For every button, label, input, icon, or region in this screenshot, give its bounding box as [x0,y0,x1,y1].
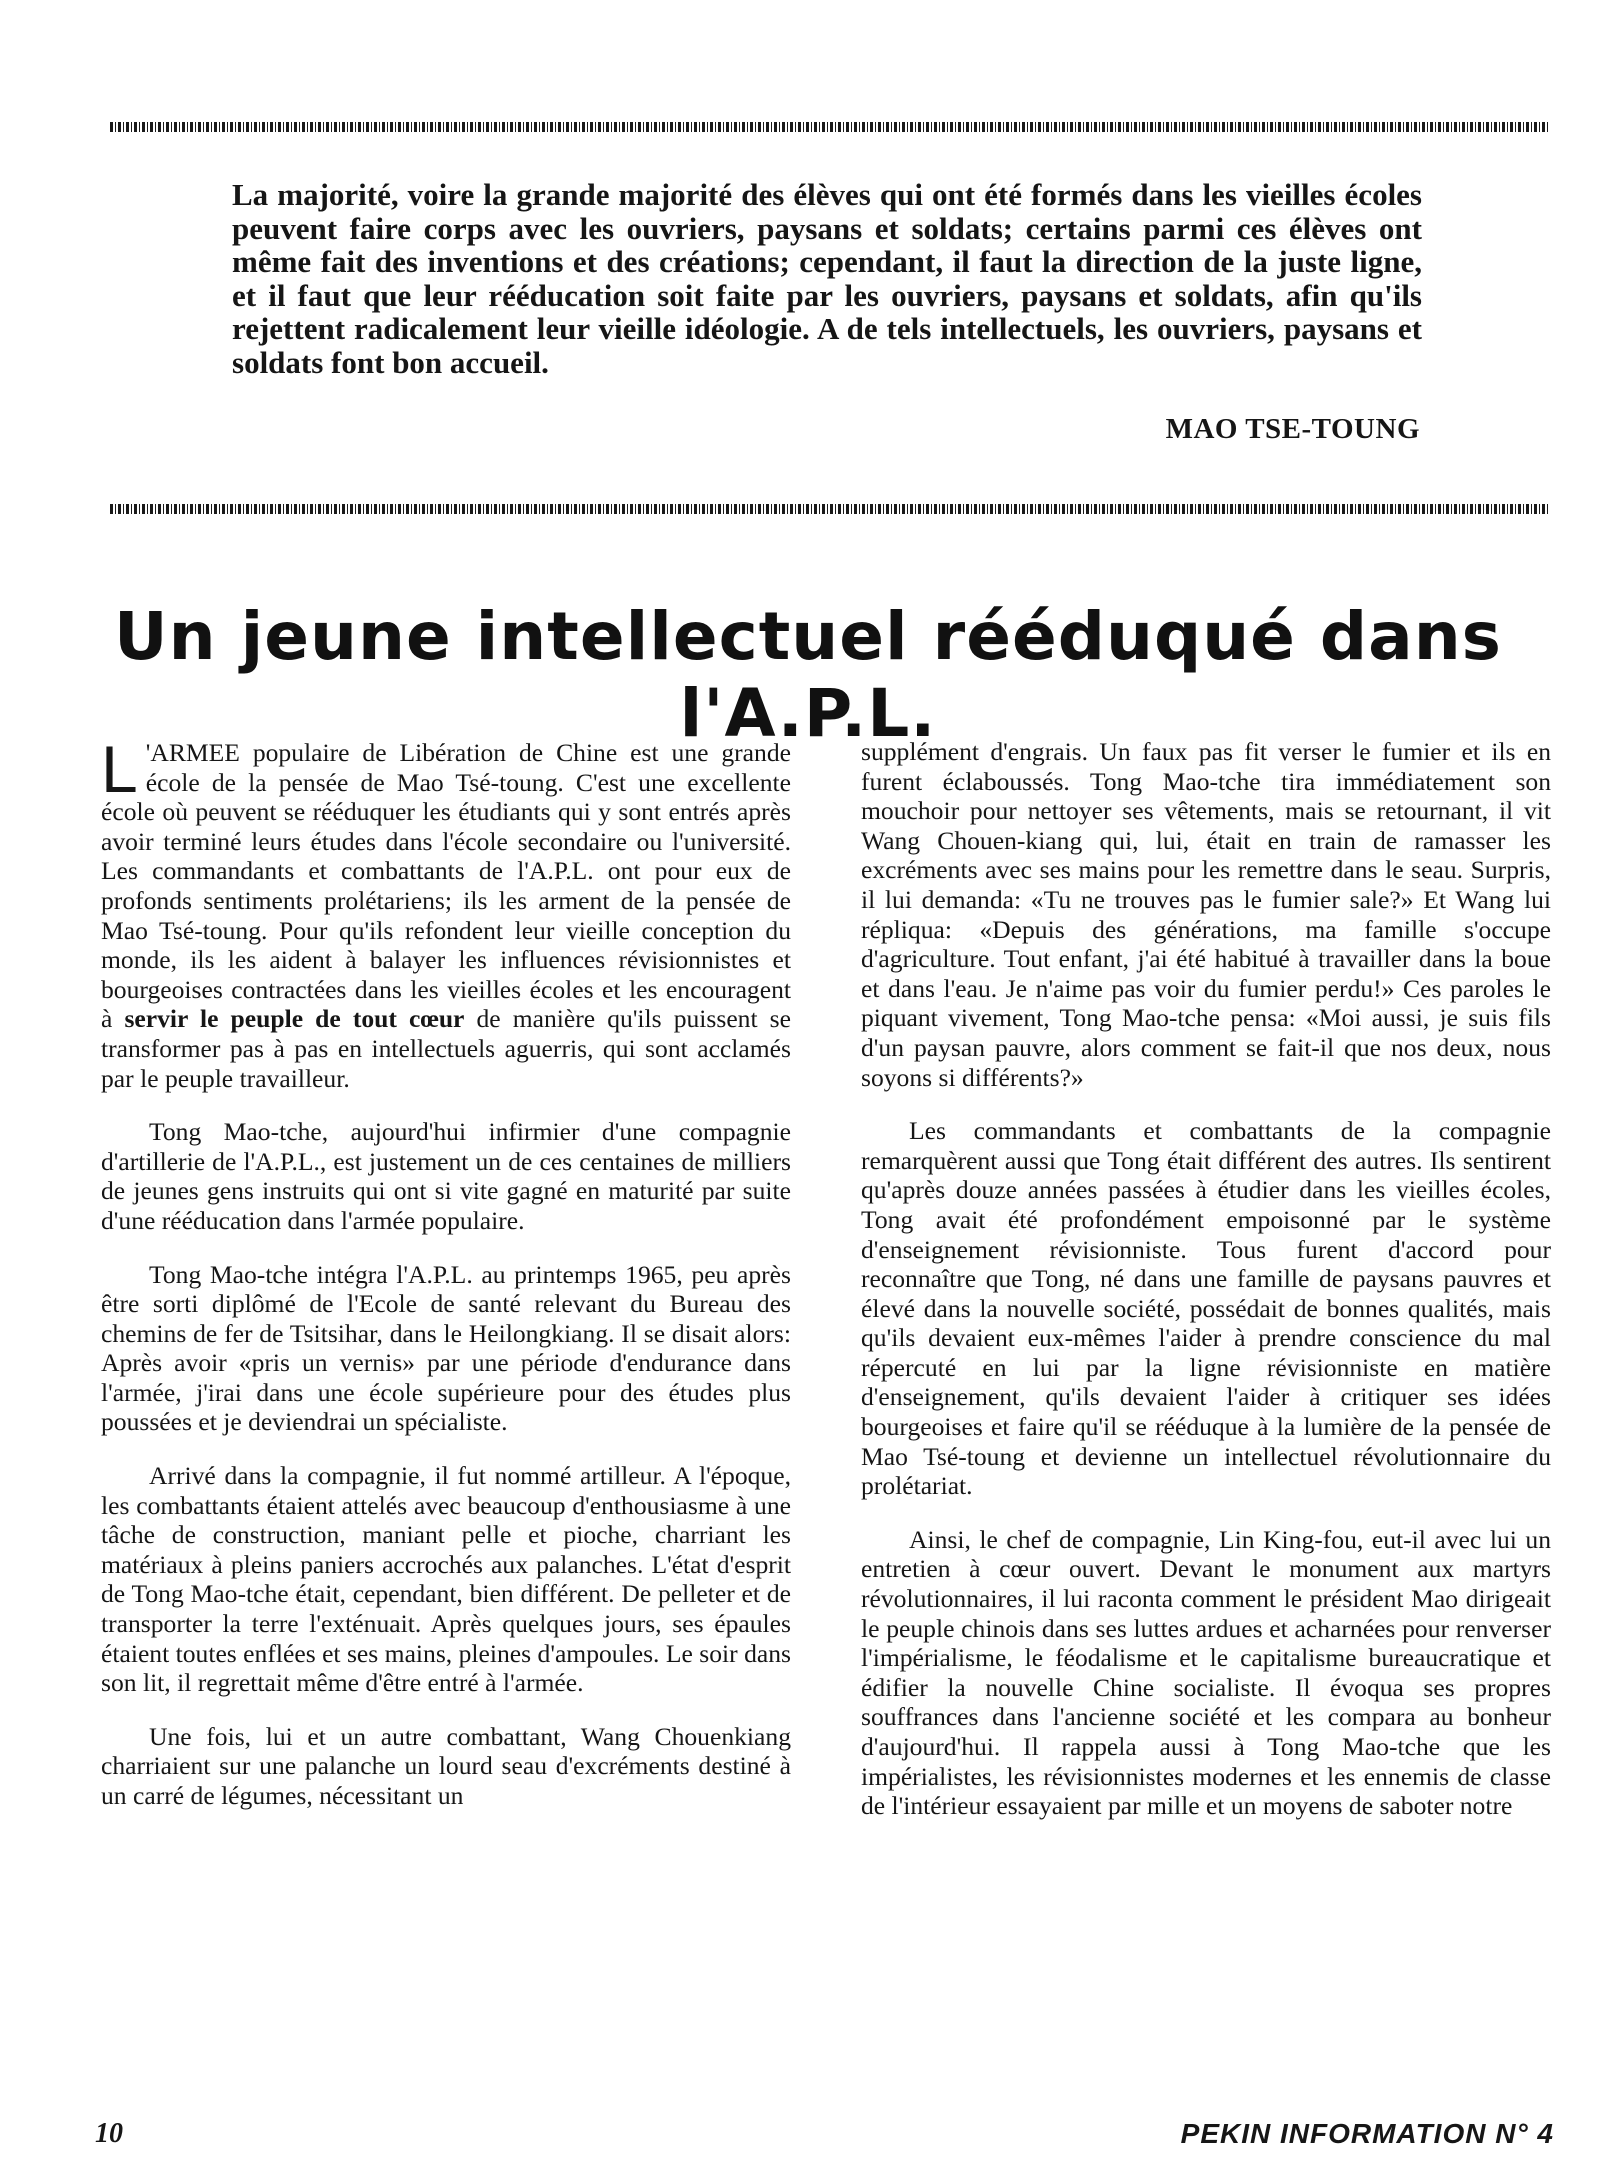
mao-quotation: La majorité, voire la grande majorité des élèves qui ont été formés dans les vieilles écoles peuvent faire corps avec les ouvriers, paysans et soldats; certains parmi ces élèves ont même fait des inventions et des créations; cependant, il faut la direction de la juste ligne, et il faut que leur rééducation soit faite par les ouvriers, paysans et soldats, afin qu'ils rejettent radicalement leur vieille idéologie. A de tels intellectuels, les ouvriers, paysans et soldats font bon accueil. [232,177,1422,380]
paragraph-text: 'ARMEE populaire de Libération de Chine est une grande école de la pensée de Mao Tsé-toung. C'est une excellente école où peuvent se rééduquer les étudiants qui y sont entrés après avoir terminé leurs études dans l'école secondaire ou l'université. Les commandants et combattants de l'A.P.L. ont pour eux de profonds sentiments prolétariens; ils les arment de la pensée de Mao Tsé-toung. Pour qu'ils refondent leur vieille conception du monde, ils les aident à balayer les influences révisionnistes et bourgeoises contractées dans les vieilles écoles et les encouragent à [101,738,791,1034]
article-column-left [101,732,791,1835]
paragraph: Une fois, lui et un autre combattant, Wang Chouenkiang charriaient sur une palanche un lourd seau d'excréments destiné à un carré de légumes, nécessitant un [101,1721,791,1810]
publication-name: PEKIN INFORMATION N° 4 [1180,2118,1554,2149]
article-column-right [861,737,1551,1845]
quotation-author: MAO TSE-TOUNG [1165,413,1420,445]
paragraph: Ainsi, le chef de compagnie, Lin King-fou, eut-il avec lui un entretien à cœur ouvert. Devant le monument aux martyrs révolutionnaires, il lui raconta comment le président Mao dirigeait le peuple chinois dans ses luttes ardues et acharnées pour renverser l'impérialisme, le féodalisme et le capitalisme bureaucratique et édifier la nouvelle Chine socialiste. Il évoqua ses propres souffrances dans l'ancienne société et les compara au bonheur d'aujourd'hui. Il rappela aussi à Tong Mao-tche que les impérialistes, les révisionnistes modernes et les ennemis de classe de l'intérieur essayaient par mille et un moyens de saboter notre [861,1524,1551,1821]
article-title: Un jeune intellectuel rééduqué dans l'A.P.L. [114,598,1502,752]
paragraph: Tong Mao-tche, aujourd'hui infirmier d'une compagnie d'artillerie de l'A.P.L., est justement un de ces centaines de milliers de jeunes gens instruits qui ont si vite gagné en maturité par suite d'une rééducation dans l'armée populaire. [101,1117,791,1235]
emphasized-text: servir le peuple de tout cœur [124,1004,465,1034]
paragraph: supplément d'engrais. Un faux pas fit verser le fumier et ils en furent éclaboussés. Tong Mao-tche tira immédiatement son mouchoir pour nettoyer ses vêtements, mais se retournant, il vit Wang Chouen-kiang qui, lui, était en train de ramasser les excréments avec ses mains pour les remettre dans le seau. Surpris, il lui demanda: «Tu ne trouves pas le fumier sale?» Et Wang lui répliqua: «Depuis des générations, ma famille s'occupe d'agriculture. Tout enfant, j'ai été habitué à travailler dans la boue et dans l'eau. Je n'aime pas voir du fumier perdu!» Ces paroles le piquant vivement, Tong Mao-tche pensa: «Moi aussi, je suis fils d'un paysan pauvre, alors comment se fait-il que nos deux, nous soyons si différents?» [861,737,1551,1092]
paragraph: Arrivé dans la compagnie, il fut nommé artilleur. A l'époque, les combattants étaient attelés avec beaucoup d'enthousiasme à une tâche de construction, maniant pelle et pioche, charriant les matériaux à pleins paniers accrochés aux palanches. L'état d'esprit de Tong Mao-tche était, cependant, bien différent. De pelleter et de transporter la terre l'exténuait. Après quelques jours, ses épaules étaient toutes enflées et ses mains, pleines d'ampoules. Le soir dans son lit, il regrettait même d'être entré à l'armée. [101,1461,791,1698]
page-number: 10 [95,2118,123,2149]
paragraph: Les commandants et combattants de la compagnie remarquèrent aussi que Tong était différent des autres. Ils sentirent qu'après douze années passées à étudier dans les vieilles écoles, Tong avait été profondément empoisonné par le système d'enseignement révisionniste. Tous furent d'accord pour reconnaître que Tong, né dans une famille de paysans pauvres et élevé dans la nouvelle société, possédait de bonnes qualités, mais qu'ils devaient eux-mêmes l'aider à prendre conscience du mal répercuté en lui par la ligne révisionniste en matière d'enseignement, qu'ils devaient l'aider à critiquer ses idées bourgeoises et faire qu'il se rééduque à la lumière de la pensée de Mao Tsé-toung et devienne un intellectuel révolutionnaire du prolétariat. [861,1116,1551,1501]
paragraph [101,732,791,1093]
drop-cap: L [101,732,138,806]
paragraph: Tong Mao-tche intégra l'A.P.L. au printemps 1965, peu après être sorti diplômé de l'Ecole de santé relevant du Bureau des chemins de fer de Tsitsihar, dans le Heilongkiang. Il se disait alors: Après avoir «pris un vernis» par une période d'endurance dans l'armée, j'irai dans une école supérieure pour des études plus poussées et je deviendrai un spécialiste. [101,1259,791,1437]
decorative-rule-top [110,122,1550,132]
paragraph-text: de manière qu'ils puissent se transformer pas à pas en intellectuels aguerris, qui sont acclamés par le peuple travailleur. [101,1004,791,1093]
decorative-rule-bottom [110,504,1550,514]
